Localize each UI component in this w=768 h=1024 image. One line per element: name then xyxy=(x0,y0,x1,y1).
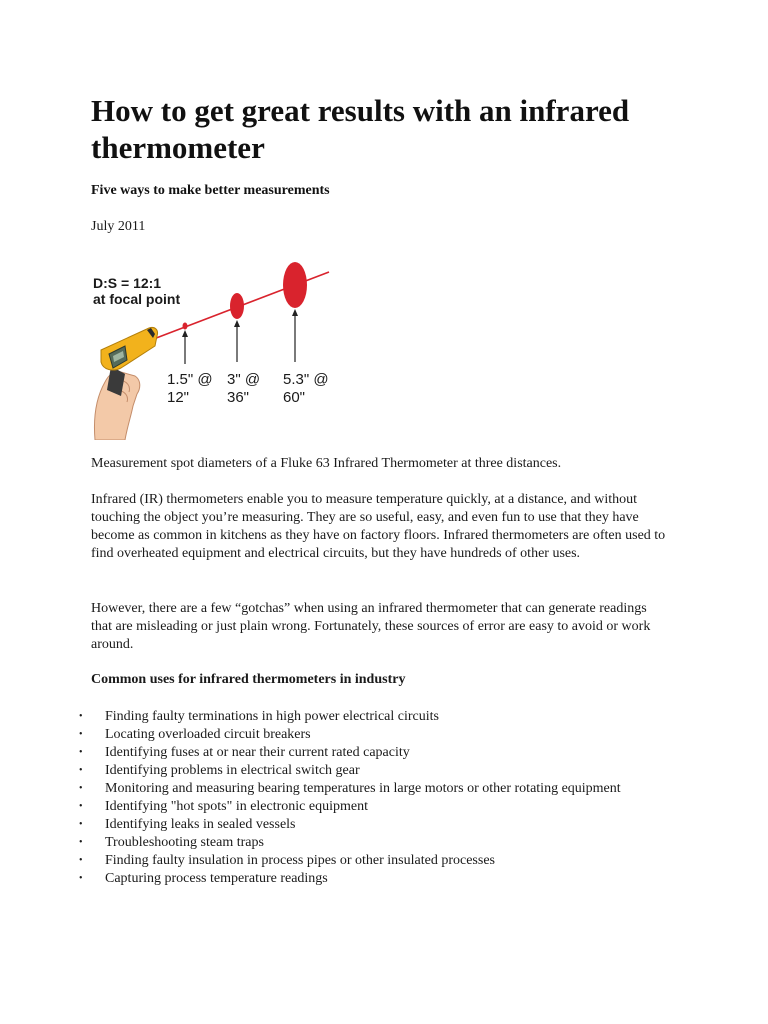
list-item: • Identifying problems in electrical switch gear xyxy=(79,763,360,778)
list-item: • Identifying fuses at or near their current rated capacity xyxy=(79,745,410,760)
bullet-icon: • xyxy=(79,819,83,830)
intro-paragraph: Infrared (IR) thermometers enable you to measure temperature quickly, at a distance, and without touching the object you’re measuring. They are so useful, easy, and even fun to use that they have become as common in kitchens as they have on factory floors. Infrared thermometers are often used to find overheated equipment and electrical circuits, but they have hundreds of other uses. xyxy=(91,492,666,561)
spot1-size-label: 1.5" @ xyxy=(167,371,213,388)
spot3-size-label: 5.3" @ xyxy=(283,371,329,388)
bullet-icon: • xyxy=(79,765,83,776)
list-item: • Troubleshooting steam traps xyxy=(79,835,264,850)
thermometer-illustration xyxy=(94,327,157,440)
list-item: • Identifying leaks in sealed vessels xyxy=(79,817,296,832)
list-item: • Capturing process temperature readings xyxy=(79,871,328,886)
bullet-icon: • xyxy=(79,873,83,884)
uses-list xyxy=(79,708,699,888)
bullet-icon: • xyxy=(79,837,83,848)
spot-large xyxy=(283,262,307,308)
gotchas-paragraph: However, there are a few “gotchas” when using an infrared thermometer that can generate readings that are misleading or just plain wrong. Fortunately, these sources of error are easy to avoid or work around. xyxy=(91,601,651,652)
spot3-distance-label: 60" xyxy=(283,389,306,406)
article-date: July 2011 xyxy=(91,219,146,234)
arrow-medium-head xyxy=(234,320,240,327)
spot2-distance-label: 36" xyxy=(227,389,250,406)
thermometer-body xyxy=(101,327,158,370)
bullet-icon: • xyxy=(79,855,83,866)
article-subtitle: Five ways to make better measurements xyxy=(91,183,330,198)
list-item: • Monitoring and measuring bearing temperatures in large motors or other rotating equipment xyxy=(79,781,621,796)
uses-heading: Common uses for infrared thermometers in industry xyxy=(91,672,406,687)
bullet-icon: • xyxy=(79,801,83,812)
bullet-icon: • xyxy=(79,711,83,722)
figure-ratio-label: D:S = 12:1 xyxy=(93,275,162,291)
bullet-icon: • xyxy=(79,747,83,758)
spot-medium xyxy=(230,293,244,319)
spot2-size-label: 3" @ xyxy=(227,371,261,388)
bullet-icon: • xyxy=(79,729,83,740)
spot-diameter-figure xyxy=(91,256,341,440)
arrow-small-head xyxy=(182,330,188,337)
article-title: How to get great results with an infrared thermometer xyxy=(91,93,630,165)
spot1-distance-label: 12" xyxy=(167,389,190,406)
list-item: • Finding faulty insulation in process pipes or other insulated processes xyxy=(79,853,495,868)
spot-small xyxy=(183,323,188,330)
list-item: • Identifying "hot spots" in electronic equipment xyxy=(79,799,368,814)
arrow-large-head xyxy=(292,309,298,316)
figure-caption: Measurement spot diameters of a Fluke 63 Infrared Thermometer at three distances. xyxy=(91,456,562,471)
list-item: • Locating overloaded circuit breakers xyxy=(79,727,311,742)
bullet-icon: • xyxy=(79,783,83,794)
figure-focal-label: at focal point xyxy=(93,291,181,307)
list-item: • Finding faulty terminations in high power electrical circuits xyxy=(79,709,439,724)
